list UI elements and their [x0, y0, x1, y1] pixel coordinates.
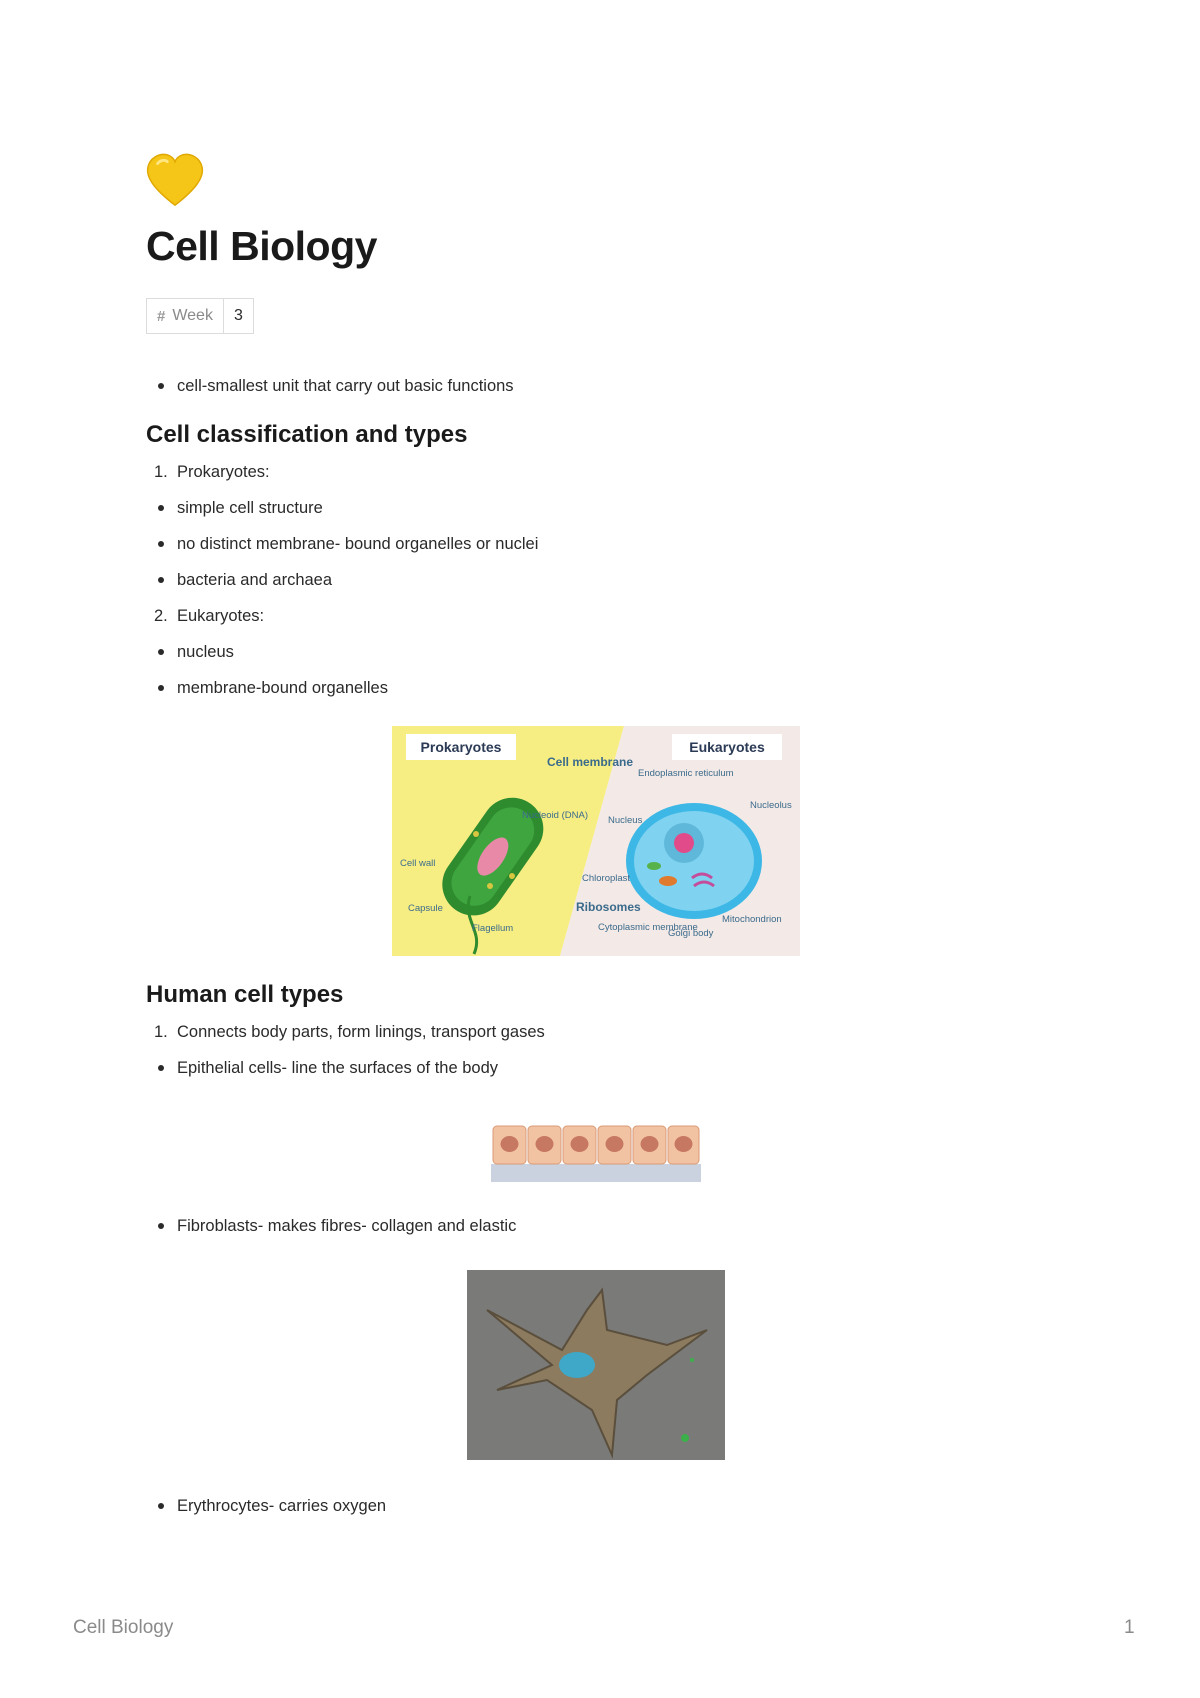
epithelial-cells-figure: [491, 1124, 701, 1182]
label-nucleolus: Nucleolus: [750, 800, 792, 811]
page-title: Cell Biology: [146, 223, 377, 269]
list-item: no distinct membrane- bound organelles or nuclei: [146, 526, 1046, 562]
label-cell-membrane: Cell membrane: [547, 755, 634, 769]
ribosome-dot: [473, 831, 479, 837]
label-ribosomes: Ribosomes: [576, 900, 641, 914]
basement-membrane: [491, 1164, 701, 1182]
list-item: cell-smallest unit that carry out basic functions: [146, 368, 1046, 404]
property-key-label: Week: [172, 307, 213, 324]
label-er: Endoplasmic reticulum: [638, 768, 734, 779]
list-item: Epithelial cells- line the surfaces of the body: [146, 1050, 1046, 1086]
prokaryotes-title: Prokaryotes: [420, 739, 502, 755]
label-chloroplast: Chloroplast: [582, 873, 631, 884]
list-item: membrane-bound organelles: [146, 670, 1046, 706]
human-cells-list: [146, 1014, 1046, 1086]
item-text: Prokaryotes:: [177, 463, 270, 481]
fibroblast-micrograph: [467, 1270, 725, 1460]
intro-list: [146, 368, 1046, 404]
list-item: Erythrocytes- carries oxygen: [146, 1488, 1046, 1524]
list-item: bacteria and archaea: [146, 562, 1046, 598]
prokaryote-eukaryote-figure: [392, 726, 800, 956]
item-number: 2.: [154, 607, 168, 625]
numbered-item: [146, 598, 1046, 634]
property-week[interactable]: [146, 298, 254, 334]
fibroblast-list: [146, 1208, 1046, 1244]
ribosome-dot: [487, 883, 493, 889]
ribosome-dot: [509, 873, 515, 879]
eukaryote-nucleolus: [674, 833, 694, 853]
numbered-item: [146, 1014, 1046, 1050]
label-nucleus: Nucleus: [608, 815, 643, 826]
section-heading-human-cells: Human cell types: [146, 981, 344, 1008]
label-golgi: Golgi body: [668, 928, 714, 939]
eukaryotes-title: Eukaryotes: [689, 739, 765, 755]
erythrocyte-list: [146, 1488, 1046, 1524]
section-heading-classification: Cell classification and types: [146, 421, 468, 448]
item-number: 1.: [154, 1023, 168, 1041]
fluorescent-dot: [690, 1358, 694, 1362]
footer-page-number: 1: [1124, 1617, 1135, 1638]
label-mitochondrion: Mitochondrion: [722, 914, 782, 925]
footer-title: Cell Biology: [73, 1617, 174, 1638]
item-number: 1.: [154, 463, 168, 481]
number-property-icon: #: [157, 307, 166, 325]
item-text: Connects body parts, form linings, transport gases: [177, 1023, 545, 1041]
label-cell-wall: Cell wall: [400, 858, 436, 869]
mitochondrion-shape: [659, 876, 677, 886]
yellow-heart-icon: [144, 150, 206, 212]
chloroplast-shape: [647, 862, 661, 870]
fluorescent-dot: [681, 1434, 689, 1442]
property-key: [147, 299, 224, 333]
fibroblast-nucleus: [559, 1352, 595, 1378]
classification-list: [146, 454, 1046, 706]
label-flagellum: Flagellum: [472, 923, 514, 934]
numbered-item: [146, 454, 1046, 490]
label-capsule: Capsule: [408, 903, 443, 914]
label-nucleoid: Nucleoid (DNA): [522, 810, 588, 821]
item-text: Eukaryotes:: [177, 607, 265, 625]
list-item: simple cell structure: [146, 490, 1046, 526]
property-value: 3: [233, 307, 243, 324]
list-item: Fibroblasts- makes fibres- collagen and elastic: [146, 1208, 1046, 1244]
document-page: [146, 150, 1046, 1524]
label-cytoplasmic-membrane: Cytoplasmic membrane: [598, 922, 698, 933]
list-item: nucleus: [146, 634, 1046, 670]
epithelial-cell-row: [493, 1126, 699, 1164]
